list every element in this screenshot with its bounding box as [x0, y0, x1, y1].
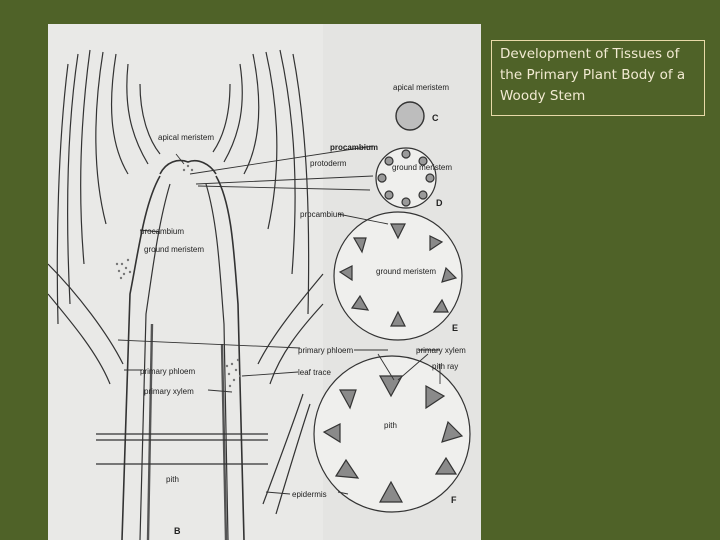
- section-d: [376, 148, 436, 208]
- label-primary-phloem-right: primary phloem: [298, 346, 354, 355]
- section-letter-b: B: [174, 526, 181, 536]
- label-epidermis: epidermis: [292, 490, 327, 499]
- section-f: [314, 356, 470, 512]
- label-pith-right: pith: [384, 421, 397, 430]
- label-protoderm: protoderm: [310, 159, 347, 168]
- label-pith-left: pith: [166, 475, 179, 484]
- label-procambium-left: procambium: [140, 227, 185, 236]
- section-e: [334, 212, 462, 340]
- label-pith-ray: pith ray: [432, 362, 459, 371]
- label-apical-meristem-right: apical meristem: [393, 83, 450, 92]
- label-leaf-trace: leaf trace: [298, 368, 331, 377]
- label-ground-meristem-e: ground meristem: [376, 267, 437, 276]
- slide-caption: Development of Tissues of the Primary Plant Body of a Woody Stem: [491, 40, 705, 116]
- label-ground-meristem-left: ground meristem: [144, 245, 205, 254]
- label-apical-meristem-left: apical meristem: [158, 133, 215, 142]
- label-primary-xylem-left: primary xylem: [144, 387, 194, 396]
- section-letter-c: C: [432, 113, 439, 123]
- label-procambium-top: procambium: [330, 143, 379, 152]
- section-letter-d: D: [436, 198, 443, 208]
- label-procambium-mid: procambium: [300, 210, 345, 219]
- stem-diagram-svg: [48, 24, 481, 540]
- label-ground-meristem-d: ground meristem: [392, 163, 453, 172]
- label-primary-xylem-right: primary xylem: [416, 346, 466, 355]
- label-primary-phloem-left: primary phloem: [140, 367, 196, 376]
- section-c: [396, 102, 424, 130]
- section-letter-e: E: [452, 323, 459, 333]
- stem-diagram: [48, 24, 481, 540]
- section-letter-f: F: [451, 495, 457, 505]
